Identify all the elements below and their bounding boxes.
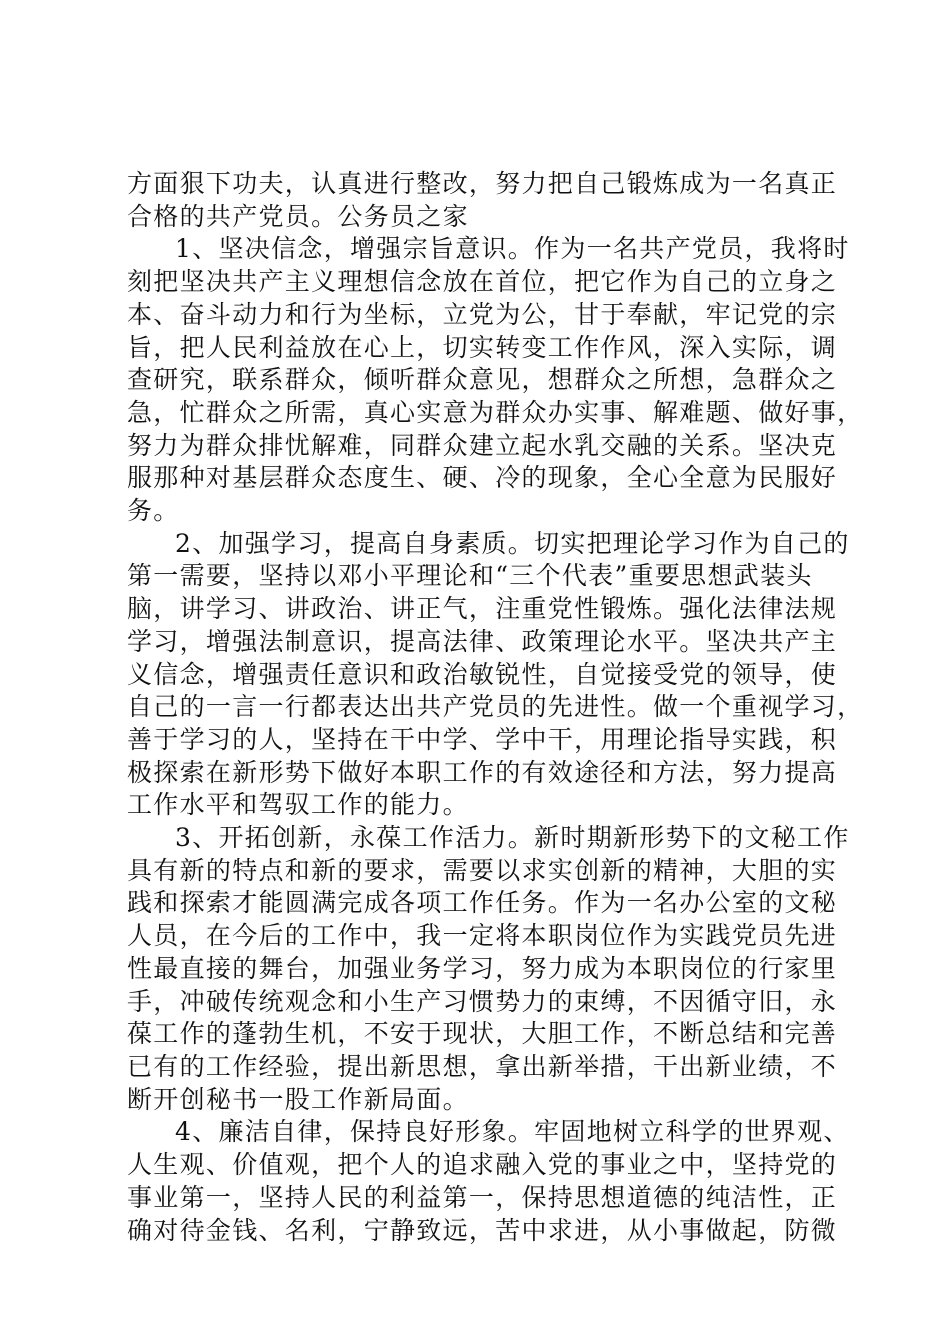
text-line: 断开创秘书一股工作新局面。 <box>127 1084 469 1114</box>
text-line: 刻把坚决共产主义理想信念放在首位，把它作为自己的立身之 <box>127 267 838 297</box>
text-line: 具有新的特点和新的要求，需要以求实创新的精神，大胆的实 <box>127 855 838 885</box>
paragraph-item-2 <box>127 528 864 822</box>
text-line: 4、廉洁自律，保持良好形象。牢固地树立科学的世界观、 <box>175 1117 850 1147</box>
text-line: 学习，增强法制意识，提高法律、政策理论水平。坚决共产主 <box>127 626 838 656</box>
text-line: 葆工作的蓬勃生机，不安于现状，大胆工作，不断总结和完善 <box>127 1019 838 1049</box>
text-line: 合格的共产党员。公务员之家 <box>127 201 469 231</box>
text-line: 第一需要，坚持以邓小平理论和“三个代表”重要思想武装头 <box>127 561 813 591</box>
document-body <box>127 168 864 1247</box>
text-line: 脑，讲学习、讲政治、讲正气，注重党性锻炼。强化法律法规 <box>127 594 838 624</box>
text-line: 服那种对基层群众态度生、硬、冷的现象，全心全意为民服好 <box>127 463 838 493</box>
text-line: 践和探索才能圆满完成各项工作任务。作为一名办公室的文秘 <box>127 888 838 918</box>
text-line: 努力为群众排忧解难，同群众建立起水乳交融的关系。坚决克 <box>127 430 838 460</box>
text-line: 性最直接的舞台，加强业务学习，努力成为本职岗位的行家里 <box>127 953 838 983</box>
text-line: 极探索在新形势下做好本职工作的有效途径和方法，努力提高 <box>127 757 838 787</box>
text-line: 查研究，联系群众，倾听群众意见，想群众之所想，急群众之 <box>127 365 838 395</box>
text-line: 事业第一，坚持人民的利益第一，保持思想道德的纯洁性，正 <box>127 1182 838 1212</box>
text-line: 务。 <box>127 496 180 526</box>
text-line: 2、加强学习，提高自身素质。切实把理论学习作为自己的 <box>175 528 850 558</box>
text-line: 工作水平和驾驭工作的能力。 <box>127 790 469 820</box>
text-line: 手，冲破传统观念和小生产习惯势力的束缚，不因循守旧，永 <box>127 986 838 1016</box>
text-line: 已有的工作经验，提出新思想，拿出新举措，干出新业绩，不 <box>127 1051 838 1081</box>
text-line: 人生观、价值观，把个人的追求融入党的事业之中，坚持党的 <box>127 1150 838 1180</box>
text-line: 自己的一言一行都表达出共产党员的先进性。做一个重视学习， <box>127 692 864 722</box>
text-line: 旨，把人民利益放在心上，切实转变工作作风，深入实际，调 <box>127 332 838 362</box>
paragraph-item-4 <box>127 1116 850 1247</box>
text-line: 1、坚决信念，增强宗旨意识。作为一名共产党员，我将时 <box>175 234 850 264</box>
paragraph-item-1 <box>127 233 864 527</box>
text-line: 确对待金钱、名利，宁静致远，苦中求进，从小事做起，防微 <box>127 1215 838 1245</box>
text-line: 人员，在今后的工作中，我一定将本职岗位作为实践党员先进 <box>127 921 838 951</box>
text-line: 义信念，增强责任意识和政治敏锐性，自觉接受党的领导，使 <box>127 659 838 689</box>
paragraph-item-3 <box>127 822 850 1116</box>
text-line: 3、开拓创新，永葆工作活力。新时期新形势下的文秘工作 <box>175 823 850 853</box>
text-line: 本、奋斗动力和行为坐标，立党为公，甘于奉献，牢记党的宗 <box>127 299 838 329</box>
paragraph-continuation <box>127 168 847 233</box>
text-line: 急，忙群众之所需，真心实意为群众办实事、解难题、做好事， <box>127 397 864 427</box>
text-line: 善于学习的人，坚持在干中学、学中干，用理论指导实践，积 <box>127 724 838 754</box>
text-line: 方面狠下功夫，认真进行整改，努力把自己锻炼成为一名真正 <box>127 169 838 198</box>
